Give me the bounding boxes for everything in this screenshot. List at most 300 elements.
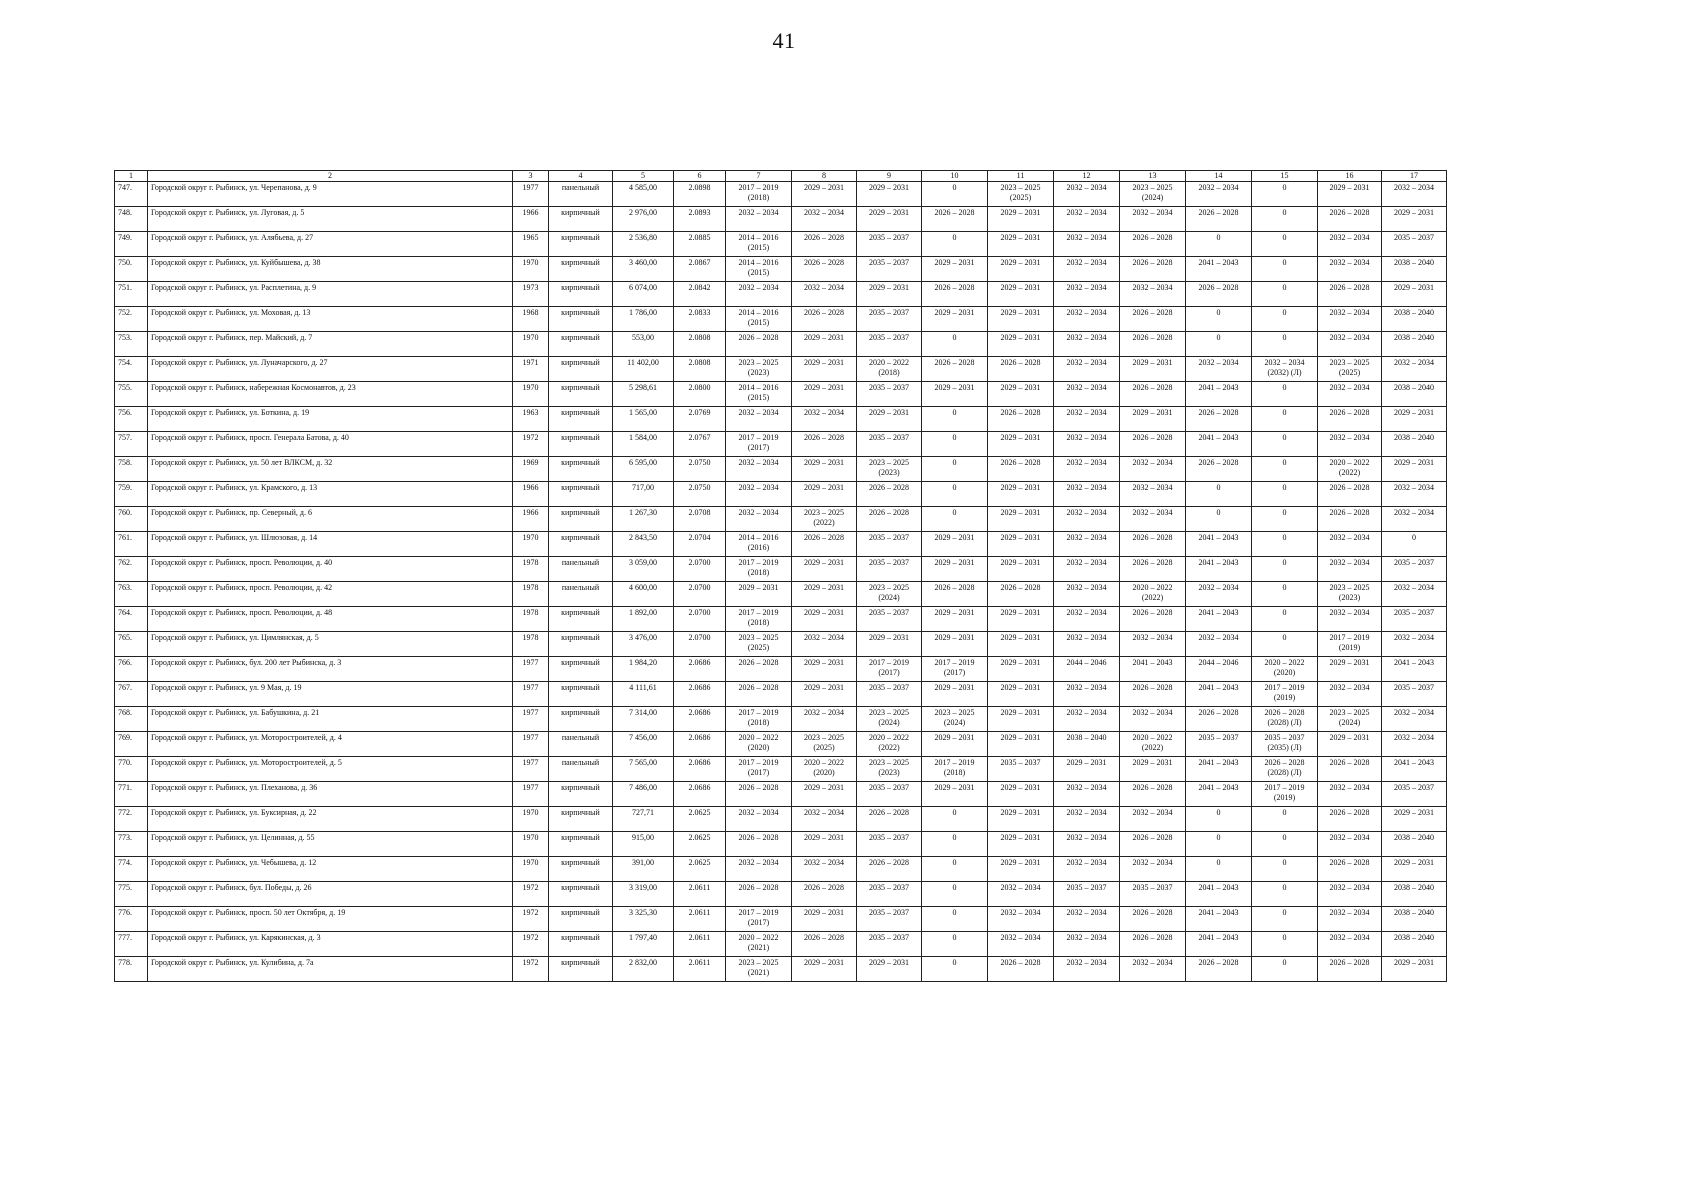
cell-period: 2023 – 2025 (738, 633, 779, 642)
cell-year-note: (2022) (1141, 593, 1164, 602)
table-row (115, 732, 1447, 757)
table-cell-col-17: 2038 – 2040 (1382, 882, 1447, 907)
table-cell-col-5: 2 536,80 (613, 232, 674, 257)
column-header-12: 12 (1054, 171, 1120, 182)
table-cell-col-10: 2029 – 2031 (922, 607, 988, 632)
table-cell-col-11: 2029 – 2031 (988, 657, 1054, 682)
table-cell-col-6: 2.0625 (674, 857, 726, 882)
table-cell-col-10 (922, 707, 988, 732)
table-cell-col-3: 1970 (513, 832, 549, 857)
table-cell-col-12: 2032 – 2034 (1054, 232, 1120, 257)
table-cell-col-7 (726, 907, 792, 932)
table-cell-col-16: 2032 – 2034 (1318, 607, 1382, 632)
cell-period: 2023 – 2025 (869, 583, 909, 592)
table-cell-col-16: 2029 – 2031 (1318, 657, 1382, 682)
table-cell-col-17: 2035 – 2037 (1382, 782, 1447, 807)
table-cell-col-14: 0 (1186, 807, 1252, 832)
table-cell-col-3: 1970 (513, 257, 549, 282)
cell-year-note: (2021) (747, 943, 770, 952)
table-cell-col-13: 2026 – 2028 (1120, 782, 1186, 807)
table-cell-col-13: 2032 – 2034 (1120, 707, 1186, 732)
table-cell-col-17: 2038 – 2040 (1382, 932, 1447, 957)
table-cell-col-17: 2029 – 2031 (1382, 407, 1447, 432)
table-cell-col-11: 2029 – 2031 (988, 632, 1054, 657)
cell-period: 2017 – 2019 (934, 758, 975, 767)
table-cell-col-3: 1966 (513, 507, 549, 532)
table-cell-col-11: 2032 – 2034 (988, 882, 1054, 907)
table-cell-col-14: 2041 – 2043 (1186, 782, 1252, 807)
table-cell-col-17: 2041 – 2043 (1382, 757, 1447, 782)
page-number: 41 (772, 28, 796, 53)
table-cell-col-13: 2032 – 2034 (1120, 507, 1186, 532)
table-cell-col-15 (1252, 782, 1318, 807)
table-cell-col-11: 2029 – 2031 (988, 257, 1054, 282)
table-cell-col-15: 0 (1252, 582, 1318, 607)
table-row (115, 482, 1447, 507)
table-cell-col-10: 2029 – 2031 (922, 557, 988, 582)
table-cell-col-15: 0 (1252, 557, 1318, 582)
table-cell-col-10: 0 (922, 182, 988, 207)
address-cell: Городской округ г. Рыбинск, просп. 50 лет Октября, д. 19 (148, 907, 513, 932)
table-cell-col-10: 2026 – 2028 (922, 582, 988, 607)
table-cell-col-13: 2026 – 2028 (1120, 432, 1186, 457)
table-cell-col-9: 2035 – 2037 (857, 557, 922, 582)
table-cell-col-7: 2026 – 2028 (726, 682, 792, 707)
column-header-13: 13 (1120, 171, 1186, 182)
cell-year-note: (2017) (747, 918, 770, 927)
table-cell-col-9: 2029 – 2031 (857, 207, 922, 232)
column-header-10: 10 (922, 171, 988, 182)
table-cell-col-5: 553,00 (613, 332, 674, 357)
table-cell-col-13 (1120, 182, 1186, 207)
table-row (115, 957, 1447, 982)
table-cell-col-14: 2041 – 2043 (1186, 932, 1252, 957)
address-cell: Городской округ г. Рыбинск, просп. Революции, д. 40 (148, 557, 513, 582)
table-cell-col-8: 2032 – 2034 (792, 407, 857, 432)
table-cell-col-9: 2029 – 2031 (857, 407, 922, 432)
table-cell-col-12: 2032 – 2034 (1054, 532, 1120, 557)
table-cell-col-4: кирпичный (549, 532, 613, 557)
table-cell-col-13: 2029 – 2031 (1120, 357, 1186, 382)
table-cell-col-17: 2032 – 2034 (1382, 582, 1447, 607)
table-cell-col-4: кирпичный (549, 657, 613, 682)
table-cell-col-11: 2026 – 2028 (988, 957, 1054, 982)
table-cell-col-6: 2.0893 (674, 207, 726, 232)
table-cell-col-16 (1318, 632, 1382, 657)
table-cell-col-3: 1966 (513, 207, 549, 232)
table-cell-col-16: 2026 – 2028 (1318, 757, 1382, 782)
cell-period: 2023 – 2025 (804, 733, 844, 742)
cell-year-note: (2018) (747, 568, 770, 577)
cell-period: 2017 – 2019 (934, 658, 975, 667)
table-cell-col-3: 1978 (513, 607, 549, 632)
cell-period: 2017 – 2019 (738, 608, 779, 617)
table-cell-col-11: 2032 – 2034 (988, 907, 1054, 932)
cell-period: 2014 – 2016 (738, 258, 779, 267)
cell-period: 2020 – 2022 (869, 733, 909, 742)
column-header-16: 16 (1318, 171, 1382, 182)
cell-period: 2020 – 2022 (738, 733, 779, 742)
table-cell-col-12: 2032 – 2034 (1054, 682, 1120, 707)
table-cell-col-6: 2.0611 (674, 907, 726, 932)
address-cell: Городской округ г. Рыбинск, пр. Северный, д. 6 (148, 507, 513, 532)
table-cell-col-14: 2041 – 2043 (1186, 532, 1252, 557)
cell-year-note: (2022) (1338, 468, 1361, 477)
table-cell-col-4: кирпичный (549, 682, 613, 707)
table-cell-col-5: 3 059,00 (613, 557, 674, 582)
row-number-cell: 768. (115, 707, 148, 732)
table-cell-col-10: 2029 – 2031 (922, 257, 988, 282)
table-cell-col-8: 2029 – 2031 (792, 657, 857, 682)
table-cell-col-15 (1252, 757, 1318, 782)
table-cell-col-16: 2032 – 2034 (1318, 907, 1382, 932)
column-header-2: 2 (148, 171, 513, 182)
table-row (115, 457, 1447, 482)
table-cell-col-16: 2029 – 2031 (1318, 732, 1382, 757)
table-cell-col-15: 0 (1252, 382, 1318, 407)
table-cell-col-6: 2.0808 (674, 332, 726, 357)
cell-year-note: (2018) (747, 718, 770, 727)
table-cell-col-11: 2029 – 2031 (988, 557, 1054, 582)
table-cell-col-11: 2029 – 2031 (988, 732, 1054, 757)
table-row (115, 932, 1447, 957)
table-cell-col-12: 2032 – 2034 (1054, 257, 1120, 282)
table-cell-col-10: 0 (922, 407, 988, 432)
table-cell-col-13: 2032 – 2034 (1120, 282, 1186, 307)
table-cell-col-9 (857, 657, 922, 682)
table-cell-col-6: 2.0611 (674, 882, 726, 907)
table-cell-col-11: 2029 – 2031 (988, 432, 1054, 457)
table-cell-col-10: 2026 – 2028 (922, 282, 988, 307)
table-cell-col-5: 4 600,00 (613, 582, 674, 607)
cell-period: 2023 – 2025 (934, 708, 975, 717)
table-cell-col-17: 2029 – 2031 (1382, 282, 1447, 307)
table-cell-col-12: 2032 – 2034 (1054, 207, 1120, 232)
row-number-cell: 758. (115, 457, 148, 482)
table-cell-col-8: 2032 – 2034 (792, 207, 857, 232)
table-cell-col-6: 2.0686 (674, 782, 726, 807)
column-header-8: 8 (792, 171, 857, 182)
table-cell-col-12: 2032 – 2034 (1054, 832, 1120, 857)
address-cell: Городской округ г. Рыбинск, ул. Чебышева, д. 12 (148, 857, 513, 882)
table-cell-col-13: 2026 – 2028 (1120, 532, 1186, 557)
table-cell-col-6: 2.0842 (674, 282, 726, 307)
table-row (115, 632, 1447, 657)
address-cell: Городской округ г. Рыбинск, просп. Генерала Батова, д. 40 (148, 432, 513, 457)
table-cell-col-15: 0 (1252, 232, 1318, 257)
table-row (115, 282, 1447, 307)
table-cell-col-13: 2026 – 2028 (1120, 332, 1186, 357)
cell-year-note: (2017) (747, 768, 770, 777)
table-cell-col-5: 391,00 (613, 857, 674, 882)
table-cell-col-9: 2035 – 2037 (857, 232, 922, 257)
table-cell-col-16: 2032 – 2034 (1318, 932, 1382, 957)
address-cell: Городской округ г. Рыбинск, ул. Моховая, д. 13 (148, 307, 513, 332)
table-cell-col-17: 2038 – 2040 (1382, 382, 1447, 407)
table-cell-col-14: 2032 – 2034 (1186, 582, 1252, 607)
table-cell-col-14: 2032 – 2034 (1186, 632, 1252, 657)
cell-year-note: (2028) (Л) (1267, 718, 1302, 727)
table-cell-col-3: 1969 (513, 457, 549, 482)
table-cell-col-5: 1 267,30 (613, 507, 674, 532)
row-number-cell: 771. (115, 782, 148, 807)
address-cell: Городской округ г. Рыбинск, ул. Луговая, д. 5 (148, 207, 513, 232)
table-cell-col-17: 2038 – 2040 (1382, 432, 1447, 457)
table-cell-col-4: кирпичный (549, 332, 613, 357)
cell-period: 2017 – 2019 (738, 558, 779, 567)
cell-year-note: (2015) (747, 268, 770, 277)
cell-period: 2023 – 2025 (1329, 708, 1370, 717)
table-cell-col-13: 2026 – 2028 (1120, 232, 1186, 257)
table-cell-col-7: 2032 – 2034 (726, 282, 792, 307)
table-cell-col-9: 2035 – 2037 (857, 382, 922, 407)
cell-period: 2026 – 2028 (1264, 708, 1305, 717)
address-cell: Городской округ г. Рыбинск, ул. Расплетина, д. 9 (148, 282, 513, 307)
table-row (115, 182, 1447, 207)
table-cell-col-3: 1972 (513, 932, 549, 957)
table-cell-col-11: 2029 – 2031 (988, 307, 1054, 332)
table-cell-col-3: 1977 (513, 732, 549, 757)
table-cell-col-4: кирпичный (549, 957, 613, 982)
table-cell-col-15: 0 (1252, 332, 1318, 357)
table-cell-col-16 (1318, 707, 1382, 732)
table-cell-col-17: 2038 – 2040 (1382, 257, 1447, 282)
table-cell-col-9: 2029 – 2031 (857, 182, 922, 207)
table-cell-col-3: 1970 (513, 332, 549, 357)
table-cell-col-14: 2041 – 2043 (1186, 907, 1252, 932)
cell-period: 2023 – 2025 (869, 708, 909, 717)
table-cell-col-12: 2032 – 2034 (1054, 282, 1120, 307)
table-cell-col-7: 2026 – 2028 (726, 782, 792, 807)
table-cell-col-12: 2032 – 2034 (1054, 632, 1120, 657)
table-cell-col-4: кирпичный (549, 632, 613, 657)
table-cell-col-14: 2026 – 2028 (1186, 457, 1252, 482)
table-cell-col-3: 1970 (513, 532, 549, 557)
table-cell-col-10: 0 (922, 807, 988, 832)
table-cell-col-6: 2.0750 (674, 482, 726, 507)
table-cell-col-8: 2029 – 2031 (792, 607, 857, 632)
table-cell-col-4: кирпичный (549, 907, 613, 932)
table-cell-col-5: 4 585,00 (613, 182, 674, 207)
row-number-cell: 777. (115, 932, 148, 957)
table-cell-col-12: 2032 – 2034 (1054, 432, 1120, 457)
table-cell-col-6: 2.0686 (674, 657, 726, 682)
table-cell-col-10: 0 (922, 232, 988, 257)
table-cell-col-13: 2035 – 2037 (1120, 882, 1186, 907)
cell-period: 2017 – 2019 (1264, 783, 1305, 792)
row-number-cell: 769. (115, 732, 148, 757)
table-cell-col-17: 2038 – 2040 (1382, 832, 1447, 857)
table-cell-col-4: панельный (549, 757, 613, 782)
table-cell-col-5: 1 892,00 (613, 607, 674, 632)
table-cell-col-11: 2029 – 2031 (988, 607, 1054, 632)
cell-period: 2014 – 2016 (738, 233, 779, 242)
table-cell-col-4: кирпичный (549, 357, 613, 382)
table-cell-col-7: 2032 – 2034 (726, 207, 792, 232)
cell-year-note: (2019) (1273, 793, 1296, 802)
table-cell-col-7: 2032 – 2034 (726, 807, 792, 832)
table-cell-col-9: 2026 – 2028 (857, 482, 922, 507)
address-cell: Городской округ г. Рыбинск, бул. 200 лет Рыбинска, д. 3 (148, 657, 513, 682)
table-cell-col-8: 2029 – 2031 (792, 782, 857, 807)
table-cell-col-10: 0 (922, 457, 988, 482)
table-cell-col-16: 2026 – 2028 (1318, 407, 1382, 432)
table-cell-col-10: 0 (922, 332, 988, 357)
table-cell-col-8: 2032 – 2034 (792, 857, 857, 882)
row-number-cell: 773. (115, 832, 148, 857)
table-cell-col-16: 2032 – 2034 (1318, 782, 1382, 807)
table-cell-col-11: 2029 – 2031 (988, 782, 1054, 807)
table-cell-col-12: 2032 – 2034 (1054, 807, 1120, 832)
address-cell: Городской округ г. Рыбинск, ул. Целинная, д. 55 (148, 832, 513, 857)
table-cell-col-13: 2032 – 2034 (1120, 632, 1186, 657)
row-number-cell: 756. (115, 407, 148, 432)
table-cell-col-6: 2.0885 (674, 232, 726, 257)
table-cell-col-12: 2035 – 2037 (1054, 882, 1120, 907)
table-cell-col-15: 0 (1252, 407, 1318, 432)
table-cell-col-14: 2041 – 2043 (1186, 882, 1252, 907)
table-cell-col-8: 2032 – 2034 (792, 282, 857, 307)
cell-year-note: (2022) (813, 518, 835, 527)
cell-year-note: (2016) (747, 543, 770, 552)
table-cell-col-11: 2029 – 2031 (988, 532, 1054, 557)
cell-period: 2023 – 2025 (869, 458, 909, 467)
table-cell-col-15: 0 (1252, 607, 1318, 632)
table-cell-col-14: 2041 – 2043 (1186, 757, 1252, 782)
table-cell-col-12: 2032 – 2034 (1054, 182, 1120, 207)
table-cell-col-15: 0 (1252, 507, 1318, 532)
table-cell-col-3: 1977 (513, 757, 549, 782)
row-number-cell: 747. (115, 182, 148, 207)
table-cell-col-7 (726, 707, 792, 732)
table-cell-col-8: 2032 – 2034 (792, 807, 857, 832)
table-cell-col-4: кирпичный (549, 282, 613, 307)
table-cell-col-16: 2032 – 2034 (1318, 832, 1382, 857)
table-cell-col-4: панельный (549, 732, 613, 757)
table-cell-col-4: кирпичный (549, 207, 613, 232)
table-cell-col-8: 2026 – 2028 (792, 307, 857, 332)
address-cell: Городской округ г. Рыбинск, ул. Цимлянская, д. 5 (148, 632, 513, 657)
table-cell-col-15 (1252, 707, 1318, 732)
cell-period: 2032 – 2034 (1264, 358, 1305, 367)
table-row (115, 907, 1447, 932)
table-cell-col-10: 0 (922, 882, 988, 907)
table-cell-col-12: 2032 – 2034 (1054, 407, 1120, 432)
table-cell-col-15: 0 (1252, 907, 1318, 932)
cell-period: 2017 – 2019 (869, 658, 909, 667)
table-cell-col-6: 2.0625 (674, 832, 726, 857)
table-cell-col-13: 2026 – 2028 (1120, 307, 1186, 332)
table-cell-col-6: 2.0686 (674, 732, 726, 757)
table-cell-col-3: 1963 (513, 407, 549, 432)
table-cell-col-10 (922, 657, 988, 682)
table-cell-col-16: 2032 – 2034 (1318, 432, 1382, 457)
cell-year-note: (2018) (747, 618, 770, 627)
table-cell-col-4: кирпичный (549, 857, 613, 882)
table-cell-col-4: кирпичный (549, 782, 613, 807)
cell-period: 2020 – 2022 (869, 358, 909, 367)
table-cell-col-9 (857, 707, 922, 732)
table-cell-col-5: 6 074,00 (613, 282, 674, 307)
table-cell-col-12: 2032 – 2034 (1054, 907, 1120, 932)
table-cell-col-6: 2.0867 (674, 257, 726, 282)
table-cell-col-13: 2026 – 2028 (1120, 257, 1186, 282)
table-cell-col-3: 1965 (513, 232, 549, 257)
table-cell-col-12: 2032 – 2034 (1054, 382, 1120, 407)
table-cell-col-11: 2029 – 2031 (988, 382, 1054, 407)
table-cell-col-13: 2026 – 2028 (1120, 557, 1186, 582)
table-cell-col-11: 2029 – 2031 (988, 707, 1054, 732)
table-cell-col-17: 2029 – 2031 (1382, 957, 1447, 982)
table-cell-col-4: кирпичный (549, 707, 613, 732)
cell-period: 2014 – 2016 (738, 533, 779, 542)
table-cell-col-6: 2.0611 (674, 957, 726, 982)
cell-year-note: (2015) (747, 243, 770, 252)
row-number-cell: 766. (115, 657, 148, 682)
address-cell: Городской округ г. Рыбинск, ул. Моторостроителей, д. 5 (148, 757, 513, 782)
table-cell-col-13 (1120, 732, 1186, 757)
table-cell-col-4: кирпичный (549, 457, 613, 482)
table-cell-col-7: 2032 – 2034 (726, 507, 792, 532)
table-cell-col-5: 727,71 (613, 807, 674, 832)
table-cell-col-8: 2026 – 2028 (792, 932, 857, 957)
table-cell-col-5: 7 565,00 (613, 757, 674, 782)
row-number-cell: 767. (115, 682, 148, 707)
table-cell-col-9: 2029 – 2031 (857, 282, 922, 307)
table-cell-col-8 (792, 757, 857, 782)
table-cell-col-14: 2041 – 2043 (1186, 682, 1252, 707)
column-header-4: 4 (549, 171, 613, 182)
row-number-cell: 757. (115, 432, 148, 457)
table-cell-col-17: 2032 – 2034 (1382, 482, 1447, 507)
address-cell: Городской округ г. Рыбинск, ул. Моторостроителей, д. 4 (148, 732, 513, 757)
table-row (115, 382, 1447, 407)
table-cell-col-8: 2032 – 2034 (792, 632, 857, 657)
table-cell-col-6: 2.0769 (674, 407, 726, 432)
table-row (115, 832, 1447, 857)
table-cell-col-8: 2032 – 2034 (792, 707, 857, 732)
row-number-cell: 761. (115, 532, 148, 557)
table-cell-col-6: 2.0700 (674, 632, 726, 657)
table-cell-col-13: 2026 – 2028 (1120, 382, 1186, 407)
table-cell-col-15: 0 (1252, 457, 1318, 482)
row-number-cell: 765. (115, 632, 148, 657)
table-row (115, 532, 1447, 557)
table-cell-col-13: 2029 – 2031 (1120, 757, 1186, 782)
table-cell-col-9 (857, 457, 922, 482)
table-cell-col-14: 0 (1186, 307, 1252, 332)
table-cell-col-9: 2026 – 2028 (857, 507, 922, 532)
table-cell-col-16: 2032 – 2034 (1318, 232, 1382, 257)
cell-year-note: (2024) (1141, 193, 1164, 202)
table-cell-col-17: 2032 – 2034 (1382, 732, 1447, 757)
table-cell-col-12: 2032 – 2034 (1054, 507, 1120, 532)
table-cell-col-13: 2032 – 2034 (1120, 457, 1186, 482)
table-cell-col-17: 2038 – 2040 (1382, 307, 1447, 332)
table-row (115, 757, 1447, 782)
table-cell-col-17: 2029 – 2031 (1382, 457, 1447, 482)
table-cell-col-11: 2029 – 2031 (988, 857, 1054, 882)
table-cell-col-4: кирпичный (549, 882, 613, 907)
table-cell-col-4: панельный (549, 182, 613, 207)
table-cell-col-6: 2.0767 (674, 432, 726, 457)
table-cell-col-15: 0 (1252, 432, 1318, 457)
table-cell-col-16: 2026 – 2028 (1318, 282, 1382, 307)
cell-year-note: (2023) (878, 468, 900, 477)
table-cell-col-3: 1973 (513, 282, 549, 307)
table-row (115, 557, 1447, 582)
table-cell-col-5: 2 976,00 (613, 207, 674, 232)
